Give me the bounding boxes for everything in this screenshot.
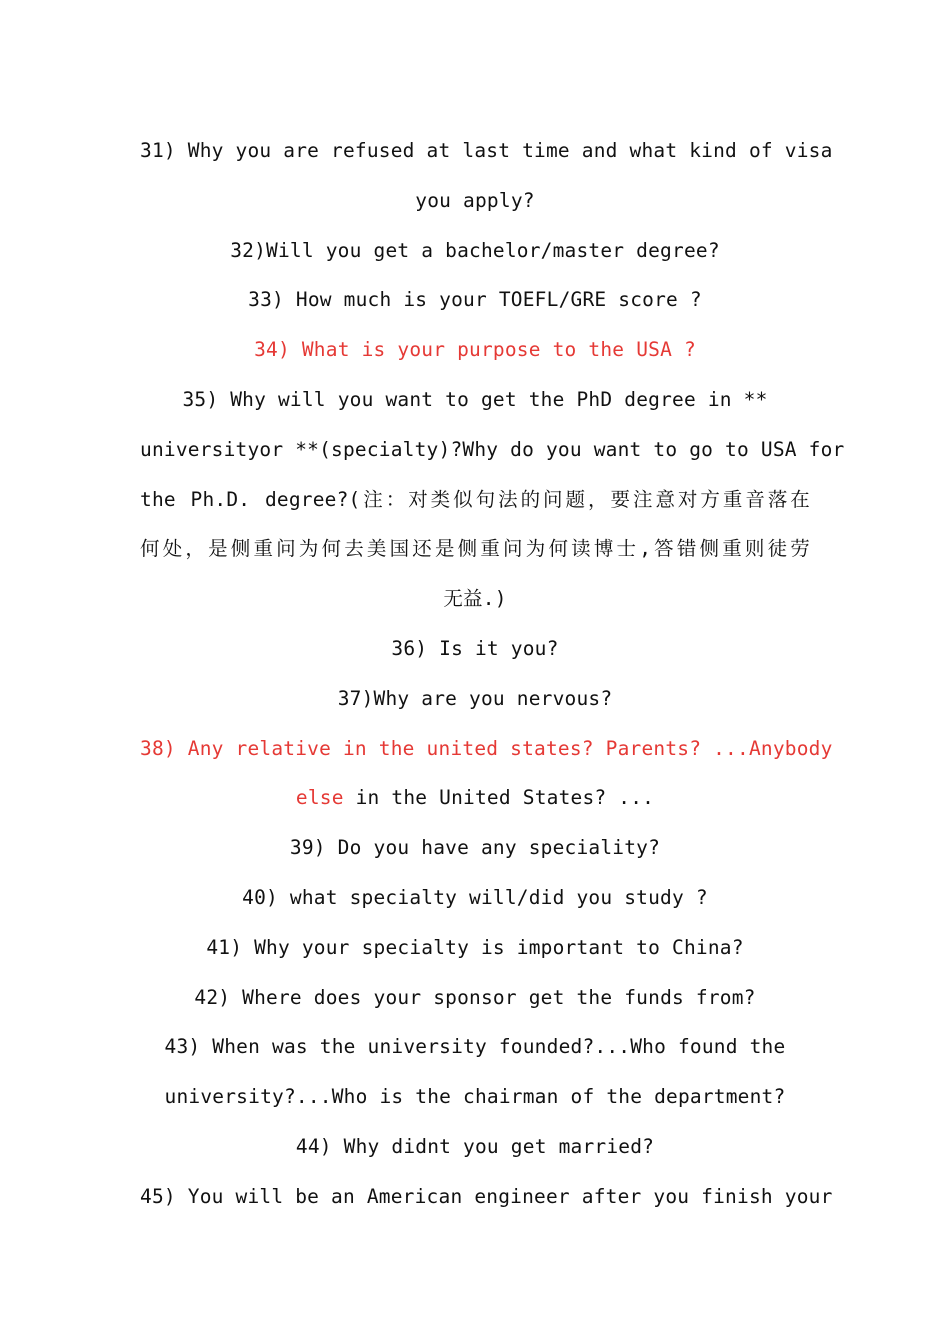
question-38-line-2-rest: in the United States? ... — [343, 786, 655, 810]
question-34-highlighted: 34) What is your purpose to the USA ? — [254, 338, 696, 362]
question-35-line-2: universityor **(specialty)?Why do you want to go to USA for — [140, 437, 845, 461]
question-38-line-2 — [140, 773, 810, 823]
question-40: 40) what specialty will/did you study ? — [242, 885, 708, 909]
question-38-highlighted-word: else — [295, 786, 344, 810]
question-35-line-1: 35) Why will you want to get the PhD degree in ** — [182, 387, 768, 411]
question-35-line-4: 何处，是侧重问为何去美国还是侧重问为何读博士,答错侧重则徒劳 — [140, 537, 810, 561]
question-35-line-5: 无益.) — [443, 587, 507, 611]
document-page — [140, 126, 845, 1222]
question-37: 37)Why are you nervous? — [337, 686, 613, 710]
question-32: 32)Will you get a bachelor/master degree? — [230, 238, 720, 262]
question-44: 44) Why didnt you get married? — [295, 1134, 655, 1158]
question-43-line-1: 43) When was the university founded?...Who found the — [164, 1035, 786, 1059]
question-39: 39) Do you have any speciality? — [289, 836, 661, 860]
question-31-line-1: 31) Why you are refused at last time and what kind of visa — [140, 139, 833, 162]
question-31-line-2: you apply? — [415, 188, 535, 212]
question-45-line-1: 45) You will be an American engineer after you finish your — [140, 1184, 833, 1208]
question-42: 42) Where does your sponsor get the funds from? — [194, 985, 756, 1009]
question-36: 36) Is it you? — [391, 636, 559, 660]
question-38-line-1-highlighted: 38) Any relative in the united states? Parents? ...Anybody — [140, 736, 833, 760]
question-33: 33) How much is your TOEFL/GRE score ? — [248, 288, 702, 312]
question-43-line-2: university?...Who is the chairman of the department? — [164, 1085, 786, 1109]
question-35-line-3: the Ph.D. degree?(注：对类似句法的问题，要注意对方重音落在 — [140, 487, 810, 511]
question-41: 41) Why your specialty is important to China? — [206, 935, 744, 959]
